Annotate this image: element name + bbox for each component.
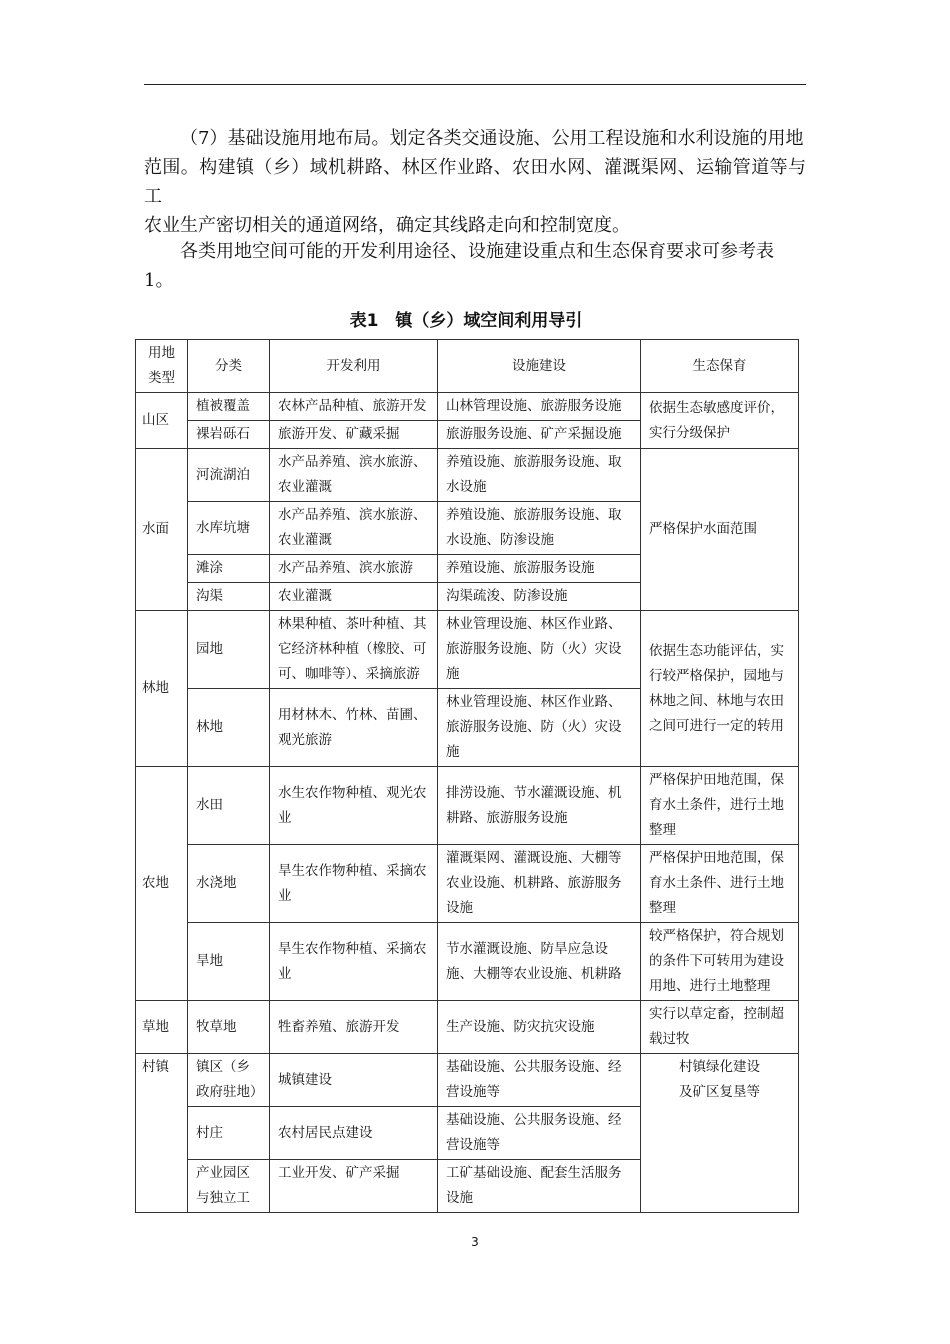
land-type-cell: 林地	[136, 611, 188, 767]
land-type-cell: 水面	[136, 449, 188, 611]
facilities-cell: 基础设施、公共服务设施、经营设施等	[438, 1054, 641, 1107]
facilities-cell: 养殖设施、旅游服务设施	[438, 555, 641, 583]
development-cell: 农业灌溉	[270, 583, 438, 611]
facilities-cell: 山林管理设施、旅游服务设施	[438, 393, 641, 421]
table-row	[136, 1001, 799, 1054]
facilities-cell: 基础设施、公共服务设施、经营设施等	[438, 1107, 641, 1160]
category-cell: 水田	[188, 767, 270, 845]
development-cell: 水生农作物种植、观光农业	[270, 767, 438, 845]
category-cell: 水浇地	[188, 845, 270, 923]
table-row	[136, 449, 799, 502]
ecology-cell: 依据生态功能评估，实行较严格保护，园地与林地之间、林地与农田之间可进行一定的转用	[641, 611, 799, 767]
category-cell: 林地	[188, 689, 270, 767]
development-cell: 水产品养殖、滨水旅游、农业灌溉	[270, 502, 438, 555]
facilities-cell: 养殖设施、旅游服务设施、取水设施	[438, 449, 641, 502]
header-development: 开发利用	[270, 340, 438, 393]
header-facilities: 设施建设	[438, 340, 641, 393]
category-cell: 牧草地	[188, 1001, 270, 1054]
paragraph-line: （7）基础设施用地布局。划定各类交通设施、公用工程设施和水利设施的用地	[180, 128, 804, 149]
facilities-cell: 沟渠疏浚、防渗设施	[438, 583, 641, 611]
category-cell: 沟渠	[188, 583, 270, 611]
facilities-cell: 节水灌溉设施、防旱应急设施、大棚等农业设施、机耕路	[438, 923, 641, 1001]
facilities-cell: 养殖设施、旅游服务设施、取水设施、防渗设施	[438, 502, 641, 555]
ecology-cell: 严格保护田地范围，保育水土条件，进行土地整理	[641, 767, 799, 845]
category-cell: 旱地	[188, 923, 270, 1001]
table-caption: 表1 镇（乡）域空间利用导引	[349, 311, 583, 331]
facilities-cell: 排涝设施、节水灌溉设施、机耕路、旅游服务设施	[438, 767, 641, 845]
facilities-cell: 灌溉渠网、灌溉设施、大棚等农业设施、机耕路、旅游服务设施	[438, 845, 641, 923]
development-cell: 林果种植、茶叶种植、其它经济林种植（橡胶、可可、咖啡等）、采摘旅游	[270, 611, 438, 689]
facilities-cell: 林业管理设施、林区作业路、旅游服务设施、防（火）灾设施	[438, 689, 641, 767]
paragraph-infrastructure	[144, 124, 806, 240]
category-cell: 裸岩砾石	[188, 421, 270, 449]
table-row	[136, 845, 799, 923]
ecology-cell: 严格保护水面范围	[641, 449, 799, 611]
category-cell: 园地	[188, 611, 270, 689]
land-type-cell: 村镇	[136, 1054, 188, 1213]
paragraph-line: 农业生产密切相关的通道网络，确定其线路走向和控制宽度。	[144, 215, 630, 236]
table-row	[136, 767, 799, 845]
development-cell: 旱生农作物种植、采摘农业	[270, 845, 438, 923]
category-cell: 镇区（乡政府驻地）	[188, 1054, 270, 1107]
header-rule	[144, 84, 806, 85]
header-category: 分类	[188, 340, 270, 393]
category-cell: 滩涂	[188, 555, 270, 583]
ecology-cell: 实行以草定畜，控制超载过牧	[641, 1001, 799, 1054]
category-cell: 水库坑塘	[188, 502, 270, 555]
development-cell: 农村居民点建设	[270, 1107, 438, 1160]
development-cell: 水产品养殖、滨水旅游、农业灌溉	[270, 449, 438, 502]
paragraph-line: 范围。构建镇（乡）域机耕路、林区作业路、农田水网、灌溉渠网、运输管道等与工	[144, 157, 806, 207]
ecology-line: 及矿区复垦等	[679, 1084, 760, 1100]
category-cell: 产业园区与独立工	[188, 1160, 270, 1213]
table-header-row	[136, 340, 799, 393]
header-land-type: 用地类型	[136, 340, 188, 393]
facilities-cell: 旅游服务设施、矿产采掘设施	[438, 421, 641, 449]
ecology-line: 村镇绿化建设	[679, 1059, 760, 1075]
facilities-cell: 工矿基础设施、配套生活服务设施	[438, 1160, 641, 1213]
table-row	[136, 923, 799, 1001]
development-cell: 工业开发、矿产采掘	[270, 1160, 438, 1213]
ecology-cell: 严格保护田地范围，保育水土条件、进行土地整理	[641, 845, 799, 923]
paragraph-line: 1。	[144, 270, 174, 291]
ecology-cell: 较严格保护，符合规划的条件下可转用为建设用地、进行土地整理	[641, 923, 799, 1001]
ecology-cell	[641, 1054, 799, 1213]
table-row	[136, 611, 799, 689]
land-type-cell: 农地	[136, 767, 188, 1001]
space-use-guide-table	[135, 339, 799, 1213]
development-cell: 旅游开发、矿藏采掘	[270, 421, 438, 449]
page-number: 3	[471, 1235, 479, 1249]
land-type-cell: 山区	[136, 393, 188, 449]
development-cell: 水产品养殖、滨水旅游	[270, 555, 438, 583]
development-cell: 用材林木、竹林、苗圃、观光旅游	[270, 689, 438, 767]
header-ecology: 生态保育	[641, 340, 799, 393]
development-cell: 旱生农作物种植、采摘农业	[270, 923, 438, 1001]
paragraph-reference	[144, 237, 806, 295]
category-cell: 河流湖泊	[188, 449, 270, 502]
land-type-cell: 草地	[136, 1001, 188, 1054]
development-cell: 农林产品种植、旅游开发	[270, 393, 438, 421]
facilities-cell: 林业管理设施、林区作业路、旅游服务设施、防（火）灾设施	[438, 611, 641, 689]
paragraph-line: 各类用地空间可能的开发利用途径、设施建设重点和生态保育要求可参考表	[180, 241, 774, 262]
table-row	[136, 1054, 799, 1107]
category-cell: 植被覆盖	[188, 393, 270, 421]
facilities-cell: 生产设施、防灾抗灾设施	[438, 1001, 641, 1054]
development-cell: 城镇建设	[270, 1054, 438, 1107]
table-row	[136, 393, 799, 421]
category-cell: 村庄	[188, 1107, 270, 1160]
development-cell: 牲畜养殖、旅游开发	[270, 1001, 438, 1054]
ecology-cell: 依据生态敏感度评价，实行分级保护	[641, 393, 799, 449]
